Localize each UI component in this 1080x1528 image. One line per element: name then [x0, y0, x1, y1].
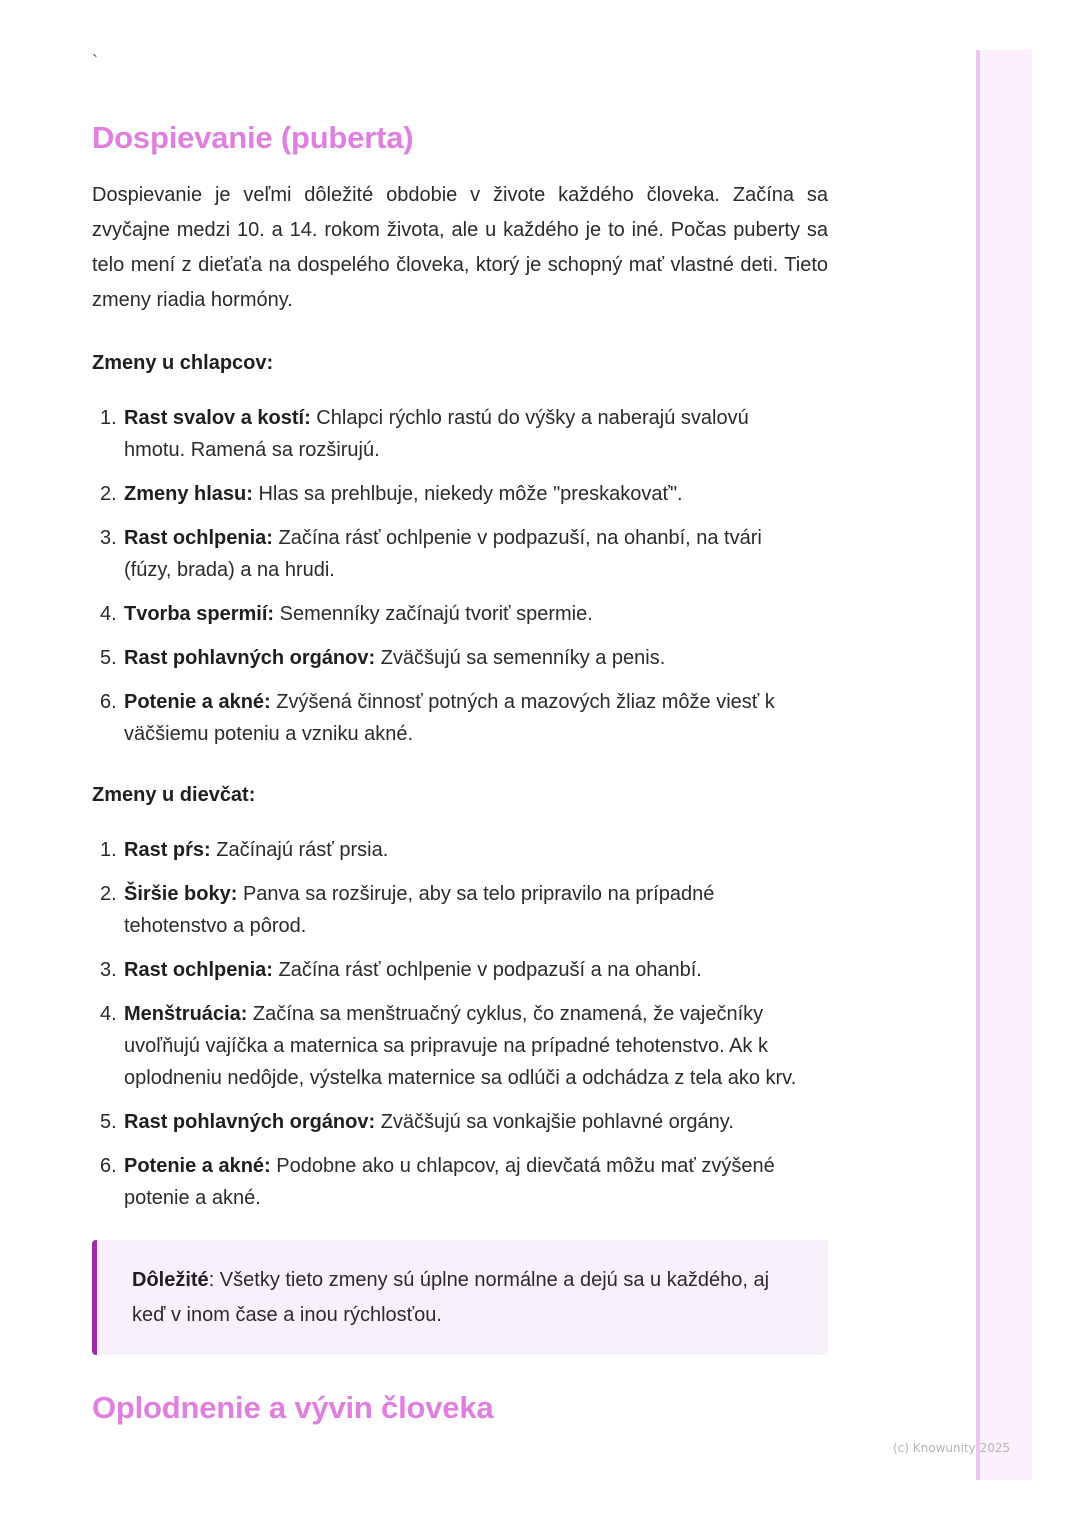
list-item: 6. Potenie a akné: Podobne ako u chlapcov, aj dievčatá môžu mať zvýšené potenie a akné.	[100, 1155, 775, 1209]
girls-list	[92, 834, 828, 1214]
important-callout	[92, 1240, 828, 1355]
callout-term: Dôležité	[132, 1269, 209, 1291]
list-item: 4. Menštruácia: Začína sa menštruačný cyklus, čo znamená, že vaječníky uvoľňujú vajíčka a maternica sa pripravuje na prípadné tehotenstvo. Ak k oplodneniu nedôjde, výstelka maternice sa odlúči a odchádza z tela ako krv.	[100, 1003, 797, 1089]
section-title-puberty: Dospievanie (puberta)	[92, 120, 414, 155]
copyright-footer: (c) Knowunity 2025	[893, 1441, 1011, 1455]
intro-paragraph: Dospievanie je veľmi dôležité obdobie v živote každého človeka. Začína sa zvyčajne medzi 10. a 14. rokom života, ale u každého je to iné. Počas puberty sa telo mení z dieťaťa na dospelého človeka, ktorý je schopný mať vlastné deti. Tieto zmeny riadia hormóny.	[92, 184, 828, 311]
girls-heading: Zmeny u dievčat:	[92, 784, 256, 806]
document-content	[92, 118, 828, 1428]
stray-mark: `	[92, 52, 98, 72]
boys-heading: Zmeny u chlapcov:	[92, 352, 274, 374]
list-item: 6. Potenie a akné: Zvýšená činnosť potných a mazových žliaz môže viesť k väčšiemu poteniu a vzniku akné.	[100, 691, 775, 745]
list-item: 3. Rast ochlpenia: Začína rásť ochlpenie v podpazuší, na ohanbí, na tvári (fúzy, brada) a na hrudi.	[100, 527, 762, 581]
list-item: 5. Rast pohlavných orgánov: Zväčšujú sa vonkajšie pohlavné orgány.	[100, 1111, 734, 1133]
list-item: 5. Rast pohlavných orgánov: Zväčšujú sa semenníky a penis.	[100, 647, 666, 669]
list-item: 1. Rast pŕs: Začínajú rásť prsia.	[100, 839, 389, 861]
list-item: 1. Rast svalov a kostí: Chlapci rýchlo rastú do výšky a naberajú svalovú hmotu. Ramená sa rozširujú.	[100, 407, 749, 461]
boys-list	[92, 402, 828, 750]
section-title-fertilization: Oplodnenie a vývin človeka	[92, 1390, 494, 1425]
callout-text: : Všetky tieto zmeny sú úplne normálne a dejú sa u každého, aj keď v inom čase a inou rýchlosťou.	[132, 1269, 770, 1326]
list-item: 2. Zmeny hlasu: Hlas sa prehlbuje, niekedy môže "preskakovať".	[100, 483, 683, 505]
list-item: 3. Rast ochlpenia: Začína rásť ochlpenie v podpazuší a na ohanbí.	[100, 959, 702, 981]
decorative-sidebar	[976, 50, 1032, 1480]
list-item: 2. Širšie boky: Panva sa rozširuje, aby sa telo pripravilo na prípadné tehotenstvo a pôrod.	[100, 883, 715, 937]
list-item: 4. Tvorba spermií: Semenníky začínajú tvoriť spermie.	[100, 603, 593, 625]
